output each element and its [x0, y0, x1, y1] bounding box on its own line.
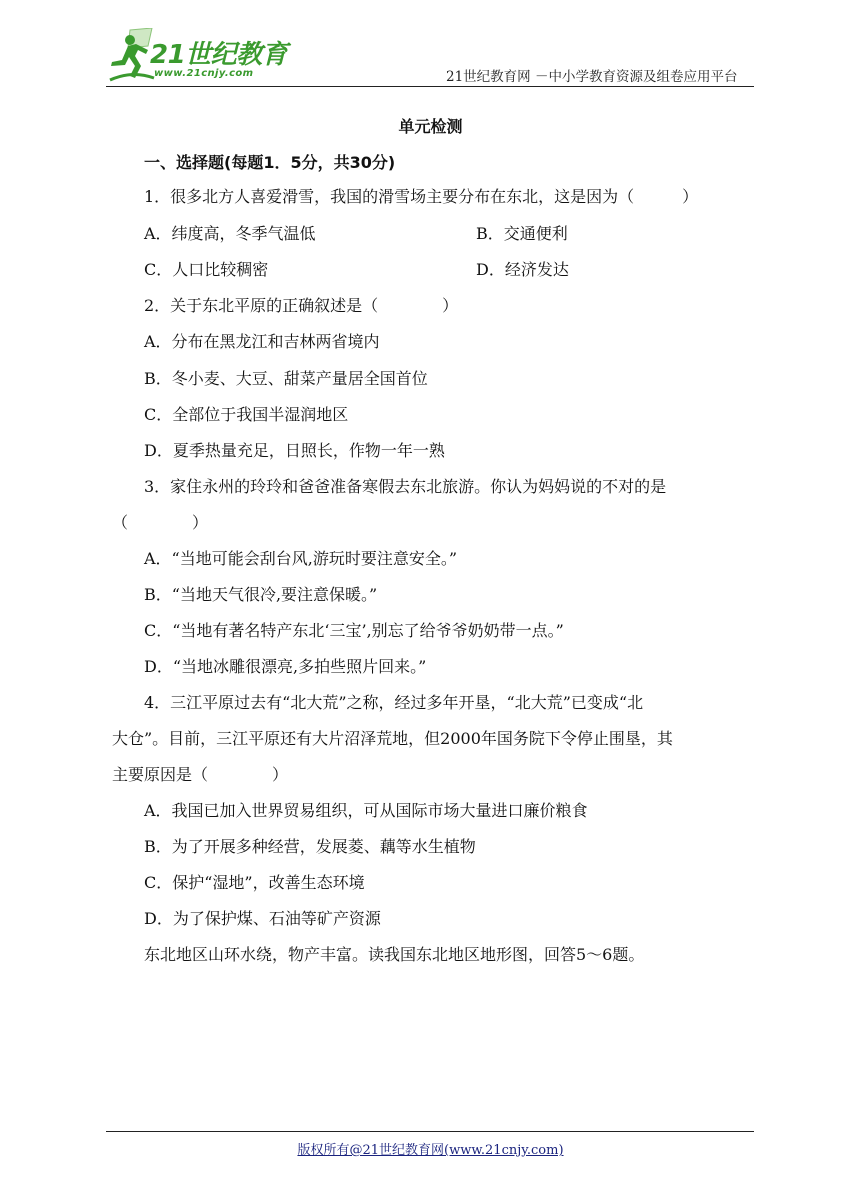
question-4-stem-line-2: 大仓”。目前，三江平原还有大片沼泽荒地，但2000年国务院下令停止围垦，其: [112, 729, 673, 748]
site-logo[interactable]: [108, 28, 308, 84]
footer-divider: [106, 1131, 754, 1132]
page-title: 单元检测: [398, 117, 463, 136]
question-4-option-d: D．为了保护煤、石油等矿产资源: [144, 909, 381, 928]
question-4-option-a: A．我国已加入世界贸易组织，可从国际市场大量进口廉价粮食: [144, 801, 588, 820]
question-4-option-b: B．为了开展多种经营，发展菱、藕等水生植物: [144, 837, 476, 856]
reading-passage: 东北地区山环水绕，物产丰富。读我国东北地区地形图，回答5～6题。: [144, 945, 645, 964]
question-1-option-a: A．纬度高，冬季气温低: [144, 224, 316, 243]
page-header: [0, 0, 861, 90]
question-2-option-c: C．全部位于我国半湿润地区: [144, 405, 349, 424]
question-2-option-d: D．夏季热量充足，日照长，作物一年一熟: [144, 441, 445, 460]
question-3-option-b: B．“当地天气很冷,要注意保暖。”: [144, 585, 378, 604]
running-man-logo-icon: [108, 28, 156, 84]
question-2-option-b: B．冬小麦、大豆、甜菜产量居全国首位: [144, 369, 428, 388]
footer-copyright-link[interactable]: 版权所有@21世纪教育网(www.21cnjy.com): [297, 1143, 564, 1158]
question-1-option-c: C．人口比较稠密: [144, 260, 269, 279]
question-3-stem-line-2: （ ）: [112, 513, 209, 532]
question-3-stem-line-1: 3．家住永州的玲玲和爸爸准备寒假去东北旅游。你认为妈妈说的不对的是: [144, 477, 667, 496]
section-heading: 一、选择题(每题1．5分，共30分): [144, 153, 396, 172]
question-2-option-a: A．分布在黑龙江和吉林两省境内: [144, 332, 380, 351]
question-3-option-a: A．“当地可能会刮台风,游玩时要注意安全。”: [144, 549, 458, 568]
question-1-option-b: B．交通便利: [476, 224, 568, 243]
question-3-option-d: D．“当地冰雕很漂亮,多拍些照片回来。”: [144, 657, 427, 676]
header-divider: [106, 86, 754, 87]
question-1-option-d: D．经济发达: [476, 260, 569, 279]
question-4-stem-line-3: 主要原因是（ ）: [112, 765, 289, 784]
logo-wordmark: 21世纪教育: [150, 40, 288, 70]
question-2-stem: 2．关于东北平原的正确叙述是（ ）: [144, 296, 459, 315]
question-3-option-c: C．“当地有著名特产东北‘三宝’,别忘了给爷爷奶奶带一点。”: [144, 621, 564, 640]
logo-url: www.21cnjy.com: [154, 68, 254, 79]
header-tagline: 21世纪教育网 －中小学教育资源及组卷应用平台: [446, 69, 738, 85]
question-4-option-c: C．保护“湿地”，改善生态环境: [144, 873, 365, 892]
question-4-stem-line-1: 4．三江平原过去有“北大荒”之称，经过多年开垦，“北大荒”已变成“北: [144, 693, 644, 712]
question-1-stem: 1．很多北方人喜爱滑雪，我国的滑雪场主要分布在东北，这是因为（ ）: [144, 187, 699, 206]
